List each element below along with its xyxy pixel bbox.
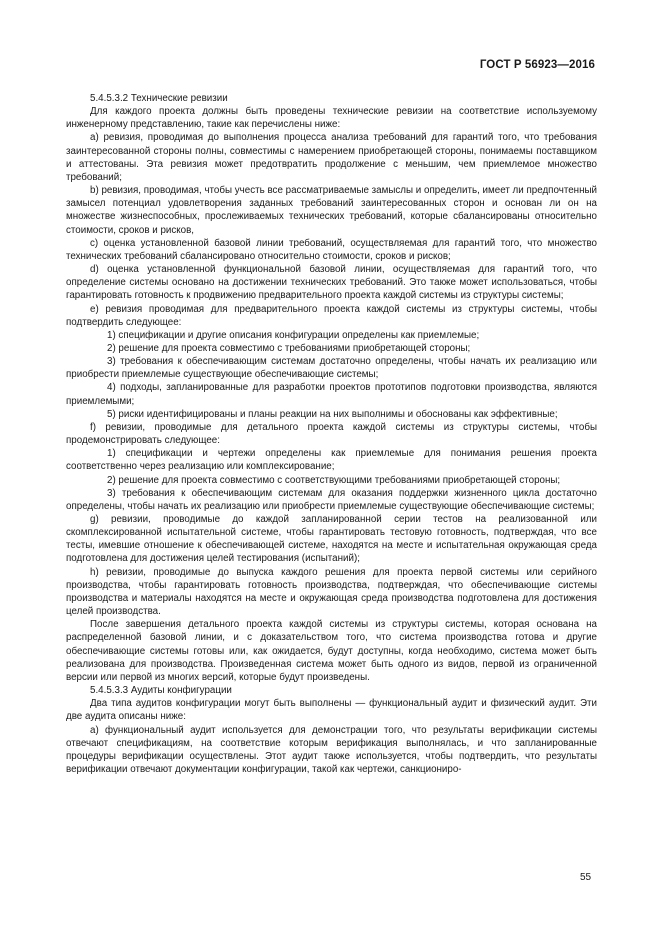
document-body (66, 92, 597, 776)
paragraph: 1) спецификации и другие описания конфигурации определены как приемлемые; (107, 329, 480, 341)
paragraph: b) ревизия, проводимая, чтобы учесть все рассматриваемые замыслы и определить, имеет ли предпочтенный замысел потенциал удовлетворения заданных требований заинтересованных сторон и основан ли он на множестве жизнеспособных, прослеживаемых технических требований, которые сбалансированы относительно стоимости, сроков и рисков, (66, 185, 597, 236)
paragraph: 5.4.5.3.3 Аудиты конфигурации (90, 685, 232, 697)
paragraph: e) ревизия проводимая для предварительного проекта каждой системы из структуры системы, чтобы подтвердить следующее: (66, 303, 597, 328)
paragraph: d) оценка установленной функциональной базовой линии, осуществляемая для гарантий того, что определение системы основано на достижении технических требований. Это также может использоваться, чтобы гарантировать готовность к продвижению предварительного проекта каждой системы из структуры системы; (66, 264, 597, 302)
paragraph: Для каждого проекта должны быть проведены технические ревизии на соответствие используемому инженерному представлению, такие как перечислены ниже: (66, 106, 597, 131)
standard-header: ГОСТ Р 56923—2016 (479, 59, 595, 71)
paragraph: 2) решение для проекта совместимо с требованиями приобретающей стороны; (107, 342, 471, 354)
paragraph: 3) требования к обеспечивающим системам достаточно определены, чтобы начать их реализацию или приобрести приемлемые существующие обеспечивающие системы; (66, 356, 597, 381)
paragraph: 2) решение для проекта совместимо с соответствующими требованиями приобретающей стороны; (107, 474, 561, 486)
paragraph: c) оценка установленной базовой линии требований, осуществляемая для гарантий того, что множество технических требований сбалансировано относительно стоимости, сроков и рисков; (66, 237, 597, 262)
paragraph: Два типа аудитов конфигурации могут быть выполнены — функциональный аудит и физический аудит. Эти две аудита описаны ниже: (66, 698, 597, 723)
paragraph: f) ревизии, проводимые для детального проекта каждой системы из структуры системы, чтобы продемонстрировать следующее: (66, 421, 597, 447)
paragraph: 3) требования к обеспечивающим системам для оказания поддержки жизненного цикла достаточно определены, чтобы начать их реализацию или приобрести приемлемые существующие обеспечивающие системы; (66, 487, 597, 512)
paragraph: h) ревизии, проводимые до выпуска каждого решения для проекта первой системы или серийного производства, чтобы гарантировать готовность производства, подтверждая, что обеспечивающие системы производства и материалы находятся на месте и окружающая среда производства подготовлена для достижения целей производства. (66, 566, 597, 618)
paragraph: a) ревизия, проводимая до выполнения процесса анализа требований для гарантий того, что требования заинтересованной стороны полны, совместимы с намерением приобретающей стороны, понимаемы поставщиком и аттестованы. Эта ревизия может предотвратить продолжение с меньшим, чем приемлемое множество требований; (66, 132, 597, 183)
paragraph: После завершения детального проекта каждой системы из структуры системы, которая основана на распределенной базовой линии, и с доказательством того, что система производства готова и другие обеспечивающие системы готовы или, как ожидается, будут доступны, когда необходимо, система может быть реализована для производства. Произведенная система может быть одного из видов, первой из ограниченной версии или первой из многих версий, которые будут произведены. (66, 619, 597, 683)
page-number: 55 (580, 872, 592, 883)
paragraph: 1) спецификации и чертежи определены как приемлемые для понимания решения проекта соответственно через реализацию или комплексирование; (66, 448, 597, 473)
paragraph: g) ревизии, проводимые до каждой запланированной серии тестов на реализованной или скомплексированной испытательной системе, чтобы гарантировать тестовую готовность, подтверждая, что все тесты, имевшие отношение к обеспечивающей системе, находятся на месте и испытательная окружающая среда подготовлена для достижения целей тестирования (испытаний); (66, 514, 597, 565)
paragraph: 5) риски идентифицированы и планы реакции на них выполнимы и обоснованы как эффективные; (107, 408, 558, 420)
paragraph: 5.4.5.3.2 Технические ревизии (90, 93, 228, 104)
paragraph: a) функциональный аудит используется для демонстрации того, что результаты верификации системы отвечают спецификациям, на соответствие которым верификация выполнялась, и что запланированные процедуры верификации осуществлены. Этот аудит также используется, чтобы подтвердить, что результаты верификации отвечают документации конфигурации, такой как чертежи, санкциониро- (66, 724, 597, 775)
paragraph: 4) подходы, запланированные для разработки проектов прототипов подготовки производства, являются приемлемыми; (66, 382, 597, 407)
